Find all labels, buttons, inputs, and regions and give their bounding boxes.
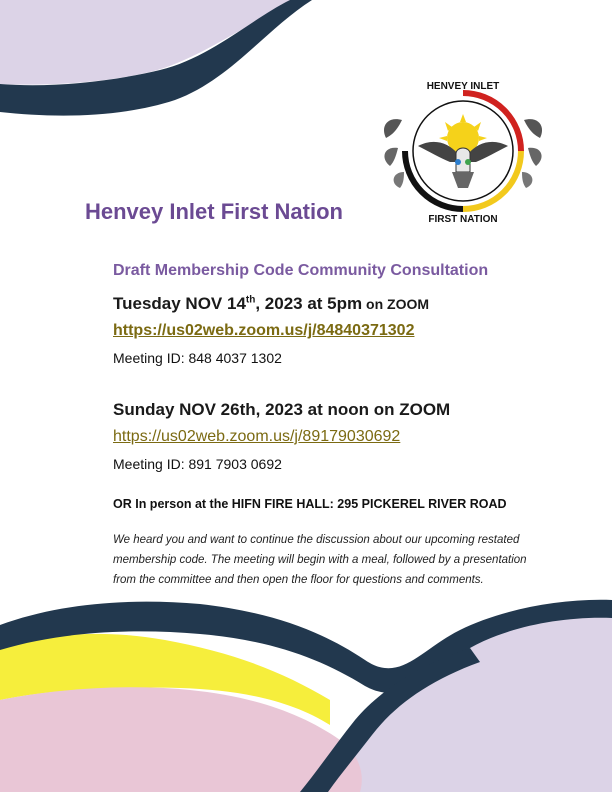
session-1-meeting-id: Meeting ID: 848 4037 1302	[113, 350, 282, 366]
session-1-platform: on ZOOM	[362, 296, 430, 312]
event-description: We heard you and want to continue the discussion about our upcoming restated membership code. The meeting will begin with a meal, followed by a presentation from the committee and then open the floor for questions and comments.	[113, 534, 527, 586]
in-person-location: OR In person at the HIFN FIRE HALL: 295 PICKEREL RIVER ROAD	[113, 497, 507, 511]
right-feathers-icon	[522, 119, 542, 188]
consultation-subtitle: Draft Membership Code Community Consultation	[113, 262, 489, 279]
logo-bottom-text: FIRST NATION	[428, 214, 498, 225]
session-2-meeting-id: Meeting ID: 891 7903 0692	[113, 456, 282, 472]
page-title: Henvey Inlet First Nation	[85, 199, 343, 224]
session-1-zoom-link[interactable]: https://us02web.zoom.us/j/84840371302	[113, 322, 415, 339]
session-1-rest: , 2023 at 5pm	[255, 294, 363, 313]
hifn-logo	[378, 76, 548, 226]
session-2-date: Sunday NOV 26th, 2023 at noon on ZOOM	[113, 400, 451, 419]
session-1-ordinal: th	[245, 294, 256, 306]
logo-top-text: HENVEY INLET	[426, 81, 500, 92]
session-1-date	[113, 294, 429, 314]
left-feathers-icon	[384, 119, 404, 188]
session-2-zoom-link[interactable]: https://us02web.zoom.us/j/89179030692	[113, 428, 401, 445]
session-1-day: Tuesday NOV 14	[113, 294, 246, 313]
